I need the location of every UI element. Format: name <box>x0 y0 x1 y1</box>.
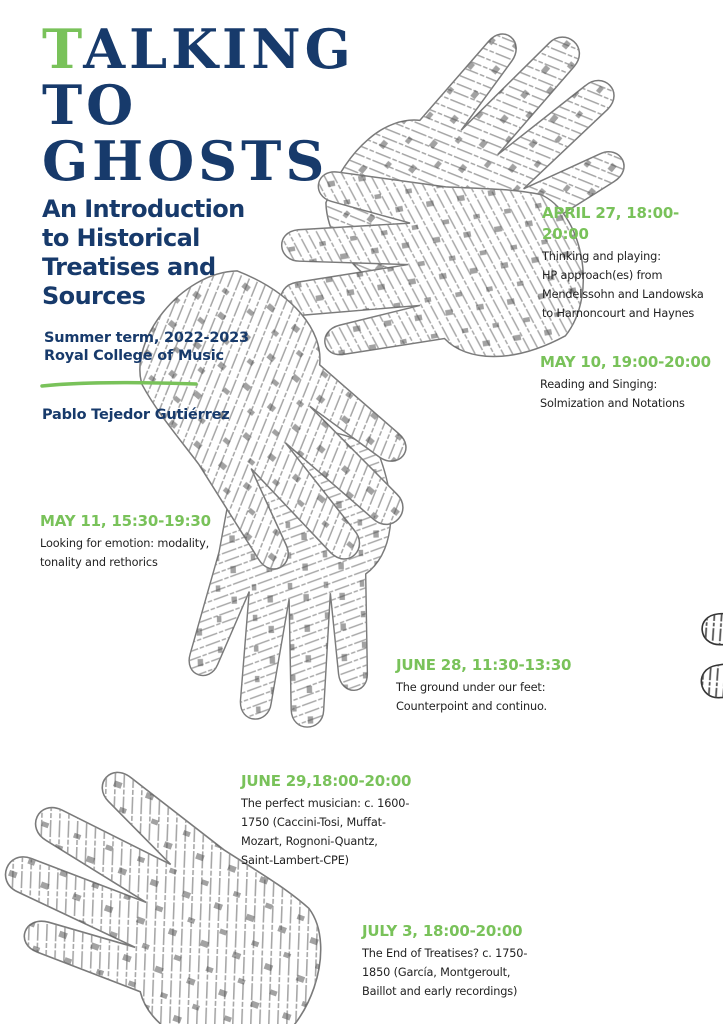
green-divider <box>40 380 200 390</box>
term-label: Summer term, 2022-2023 <box>44 330 249 346</box>
session-june-29: JUNE 29,18:00-20:00 The perfect musician: c. 1600- 1750 (Caccini-Tosi, Muffat- Mozart, Rognoni-Quantz, Saint-Lambert-CPE) <box>241 772 412 867</box>
title-line-3: GHOSTS <box>42 129 329 193</box>
session-may-10: MAY 10, 19:00-20:00 Reading and Singing: Solmization and Notations <box>540 353 711 410</box>
session-april-27: APRIL 27, 18:00- 20:00 Thinking and playing: HP approach(es) from Mendelssohn and Landowska to Harnoncourt and Haynes <box>542 204 704 320</box>
session-july-3: JULY 3, 18:00-20:00 The End of Treatises? c. 1750- 1850 (García, Montgeroult, Baillot and early recordings) <box>362 922 528 998</box>
title-initial: T <box>42 17 84 81</box>
subtitle: An Introduction to Historical Treatises and Sources <box>42 195 245 310</box>
session-june-28: JUNE 28, 11:30-13:30 The ground under our feet: Counterpoint and continuo. <box>396 656 572 713</box>
author-name: Pablo Tejedor Gutiérrez <box>42 407 230 423</box>
title-rest: ALKING <box>83 17 355 81</box>
hand-bottom-right-icon <box>681 518 723 773</box>
title-line-2: TO <box>42 73 138 137</box>
session-may-11: MAY 11, 15:30-19:30 Looking for emotion: modality, tonality and rethorics <box>40 512 211 569</box>
institution-label: Royal College of Music <box>44 348 224 364</box>
title-line-1 <box>42 17 355 81</box>
